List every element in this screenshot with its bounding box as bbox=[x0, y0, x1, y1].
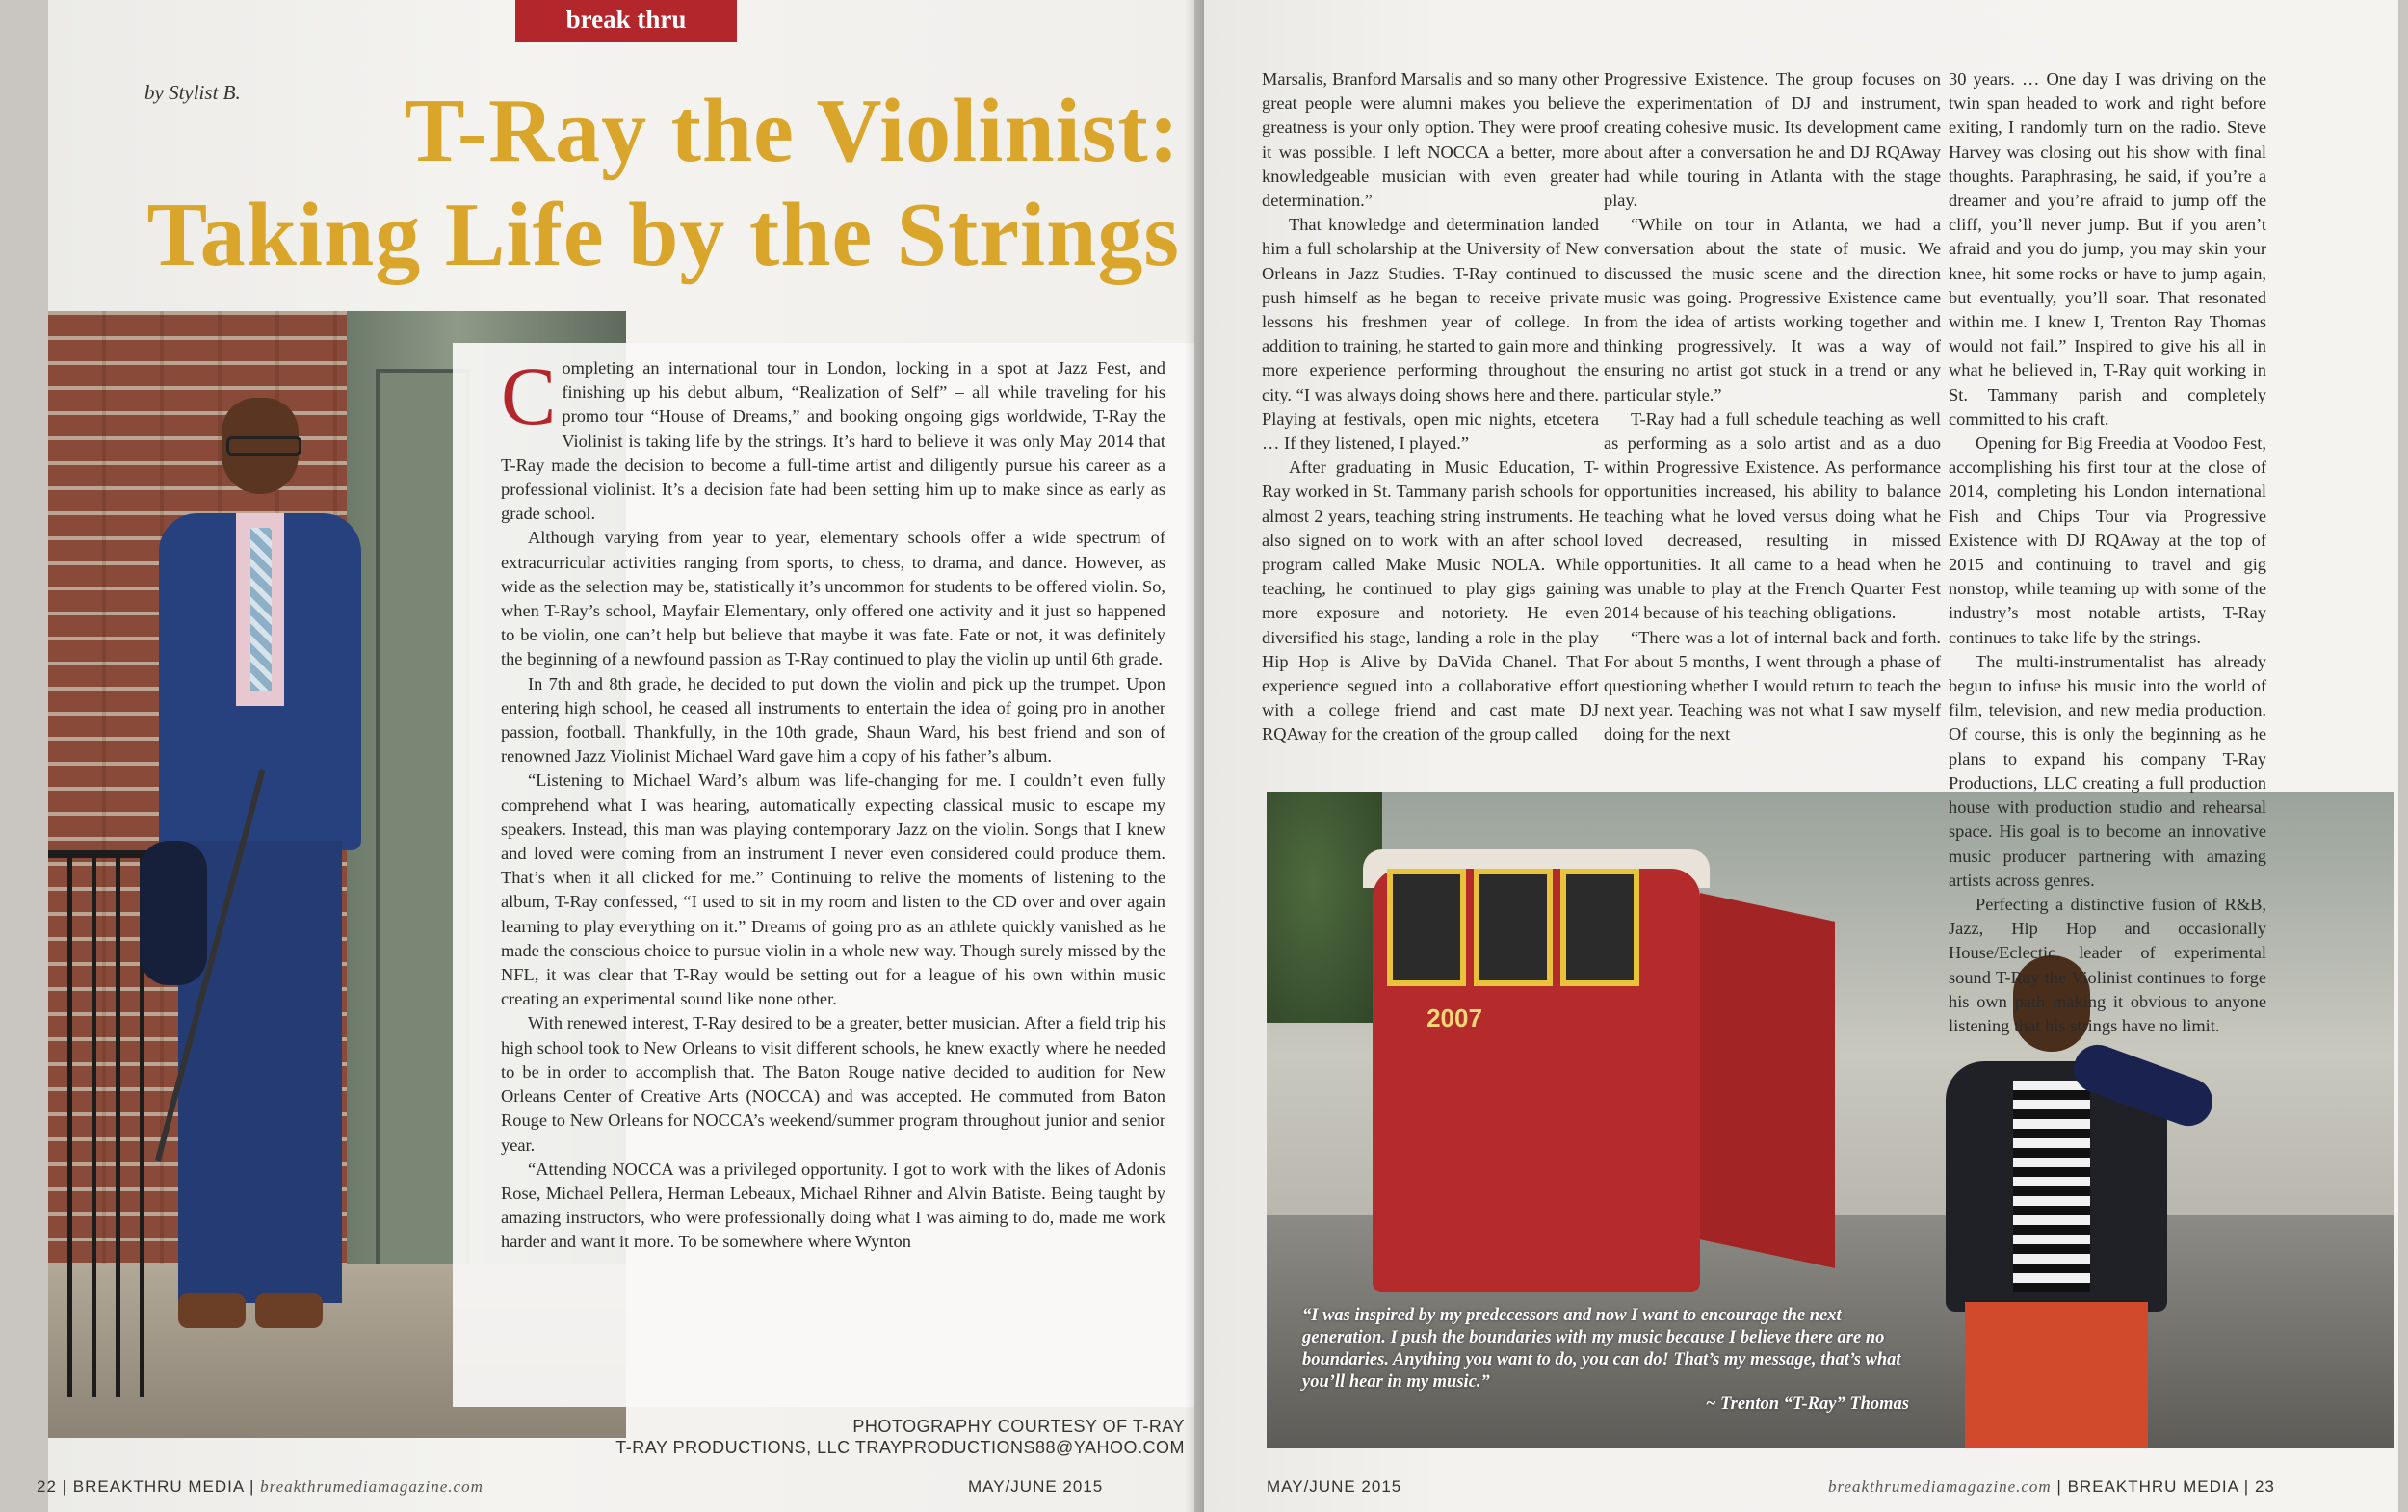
paragraph: In 7th and 8th grade, he decided to put down the violin and pick up the trumpet. Upon entering high school, he ceased all instruments to entertain the idea of going pro in another passion, football. Thankfully, in the 10th grade, Shaun Ward, his best friend and son of renowned Jazz Violinist Michael Ward gave him a copy of his father’s album. bbox=[501, 673, 1165, 767]
paragraph: Perfecting a distinctive fusion of R&B, Jazz, Hip Hop and occasionally House/Eclectic, leader of experimental sound T-Ray the Violinist continues to forge his own path making it obvious to anyone listening that his strings have no limit. bbox=[1949, 894, 2266, 1035]
footer-url: breakthrumediamagazine.com bbox=[260, 1477, 484, 1496]
credit-line-1: PHOTOGRAPHY COURTESY OF T-RAY bbox=[852, 1417, 1185, 1436]
tie bbox=[250, 528, 272, 691]
red-pants bbox=[1965, 1302, 2148, 1448]
paragraph: Opening for Big Freedia at Voodoo Fest, accomplishing his first tour at the close of 2014, completing his London international Fish and Chips Tour via Progressive Existence with DJ RQAway at the top of 2015 and continuing to travel and gig nonstop, while teaming up with some of the industry’s most notable artists, T-Ray continues to take life by the strings. bbox=[1949, 433, 2266, 647]
violin bbox=[140, 841, 207, 985]
striped-shirt bbox=[2013, 1081, 2090, 1292]
paragraph: “There was a lot of internal back and forth. For about 5 months, I went through a phase of questioning whether I would return to teach the next year. Teaching was not what I saw myself doing for the next bbox=[1604, 627, 1941, 744]
paragraph: 30 years. … One day I was driving on the twin span headed to work and right before exiting, I randomly turn on the radio. Steve Harvey was closing out his show with final thoughts. Paraphrasing, he said, if you’re a dreamer and you’re afraid to jump off the cliff, you’ll never jump. But if you aren’t afraid and you do jump, you may skin your knee, hit some rocks or have to jump again, but eventually, you’ll soar. That resonated within me. I knew I, Trenton Ray Thomas would not fail.” Inspired to give his all in what he believed in, T-Ray quit working in St. Tammany parish and completely committed to his craft. bbox=[1949, 69, 2266, 429]
streetcar-number: 2007 bbox=[1426, 1004, 1482, 1032]
footer-brand: BREAKTHRU MEDIA bbox=[2067, 1477, 2239, 1496]
footer-left: 22 | BREAKTHRU MEDIA | breakthrumediamagazine.com bbox=[37, 1477, 484, 1496]
left-page bbox=[48, 0, 1194, 1512]
footer-right-date: MAY/JUNE 2015 bbox=[1267, 1477, 1402, 1496]
pull-quote bbox=[1302, 1305, 1909, 1416]
paragraph: Marsalis, Branford Marsalis and so many other great people were alumni makes you believe greatness is your only option. They were proof it was possible. I left NOCCA a better, more knowledgeable musician with even greater determination.” bbox=[1262, 69, 1599, 211]
byline: by Stylist B. bbox=[144, 81, 241, 104]
article-title bbox=[101, 79, 1180, 287]
pull-quote-text: “I was inspired by my predecessors and now I want to encourage the next generation. I push the boundaries with my music because I believe there are no boundaries. Anything you want to do, you can do! That’s my message, that’s what you’ll hear in my music.” bbox=[1302, 1306, 1901, 1392]
iron-railing bbox=[48, 850, 154, 1397]
right-column-3 bbox=[1949, 67, 2266, 1038]
page-number: 23 bbox=[2254, 1477, 2275, 1496]
right-column-1 bbox=[1262, 67, 1599, 747]
page-number: 22 bbox=[37, 1477, 57, 1496]
streetcar-side bbox=[1700, 893, 1835, 1268]
pull-quote-source: ~ Trenton “T-Ray” Thomas bbox=[1705, 1395, 1909, 1414]
paragraph: The multi-instrumentalist has already begun to infuse his music into the world of film, television, and new media production. Of course, this is only the beginning as he plans to expand his company T-Ray Productions, LLC creating a full production house with production studio and rehearsal space. His goal is to become an innovative music producer partnering with amazing artists across genres. bbox=[1949, 651, 2266, 890]
glasses bbox=[226, 436, 301, 456]
paragraph: Although varying from year to year, elementary schools offer a wide spectrum of extracurricular activities ranging from sports, to chess, to drama, and dance. However, as wide as the selection may be, statistically it’s uncommon for students to be offered violin. So, when T-Ray’s school, Mayfair Elementary, only offered one activity and it just so happened to be violin, one can’t help but believe that maybe it was fate. Fate or not, it was definitely the beginning of a newfound passion as T-Ray continued to play the violin up until 6th grade. bbox=[501, 528, 1165, 669]
footer-right: breakthrumediamagazine.com | BREAKTHRU MEDIA | 23 bbox=[1828, 1477, 2275, 1496]
palm-tree bbox=[1267, 792, 1382, 1023]
title-line-1: T-Ray the Violinist: bbox=[404, 81, 1180, 181]
shoe-left bbox=[178, 1293, 246, 1328]
title-line-2: Taking Life by the Strings bbox=[146, 185, 1180, 285]
photo-credit bbox=[453, 1416, 1185, 1458]
streetcar-window bbox=[1387, 869, 1466, 986]
credit-line-2: T-RAY PRODUCTIONS, LLC TRAYPRODUCTIONS88@YAHOO.COM bbox=[615, 1438, 1185, 1457]
paragraph: With renewed interest, T-Ray desired to be a greater, better musician. After a field trip his high school took to New Orleans to visit different schools, he knew exactly where he needed to be in order to accomplish that. The Baton Rouge native decided to audition for New Orleans Center of Creative Arts (NOCCA) and was accepted. He commuted from Baton Rouge to New Orleans for NOCCA’s weekend/summer program throughout junior and senior year. bbox=[501, 1013, 1165, 1155]
drop-cap: C bbox=[501, 350, 557, 442]
shoe-right bbox=[255, 1293, 323, 1328]
paragraph: After graduating in Music Education, T-Ray worked in St. Tammany parish schools for almost 2 years, teaching string instruments. He also signed on to work with an after school program called Make Music NOLA. While teaching, he continued to play gigs gaining more exposure and notoriety. He even diversified his stage, landing a role in the play Hip Hop is Alive by DaVida Chanel. That experience segued into a collaborative effort with a college friend and cast mate DJ RQAway for the creation of the group called bbox=[1262, 457, 1599, 744]
footer-brand: BREAKTHRU MEDIA bbox=[72, 1477, 245, 1496]
footer-url: breakthrumediamagazine.com bbox=[1828, 1477, 2052, 1496]
paragraph: Progressive Existence. The group focuses on the experimentation of DJ and instrument, creating cohesive music. Its development came about after a conversation he and DJ RQAway had while touring in Atlanta with the stage play. bbox=[1604, 69, 1941, 211]
paragraph bbox=[501, 350, 1165, 526]
paragraph: “Listening to Michael Ward’s album was life-changing for me. I couldn’t even fully comprehend what I was hearing, automatically expecting classical music to escape my speakers. Instead, this man was playing contemporary Jazz on the violin. Songs that I knew and loved were coming from an instrument I never even considered could produce them. That’s when it all clicked for me.” Continuing to relive the moments of listening to the album, T-Ray confessed, “I used to sit in my room and listen to the CD over and over again learning to play everything on it.” Dreams of going pro as an athlete quickly vanished as he made the conscious choice to pursue violin in a whole new way. Though surely missed by the NFL, it was clear that T-Ray would be setting out for a league of his own within music creating an experimental sound like none other. bbox=[501, 770, 1165, 1009]
footer-left-date: MAY/JUNE 2015 bbox=[968, 1477, 1104, 1496]
violinist-figure bbox=[140, 398, 390, 1361]
streetcar-window bbox=[1560, 869, 1639, 986]
streetcar-window bbox=[1474, 869, 1553, 986]
section-tag: break thru bbox=[515, 0, 737, 42]
paragraph: T-Ray had a full schedule teaching as well as performing as a solo artist and as a duo within Progressive Existence. As performance opportunities increased, his ability to balance teaching what he loved versus doing what he loved decreased, resulting in missed opportunities. It all came to a head when he was unable to play at the French Quarter Fest 2014 because of his teaching obligations. bbox=[1604, 408, 1941, 623]
paragraph: “While on tour in Atlanta, we had a conversation about the state of music. We discussed the music scene and the direction music was going. Progressive Existence came from the idea of artists working together and thinking progressively. It was a way of ensuring no artist got stuck in a trend or any particular style.” bbox=[1604, 215, 1941, 404]
left-column bbox=[501, 350, 1165, 1255]
paragraph-text: ompleting an international tour in London, locking in a spot at Jazz Fest, and finishing up his debut album, “Realization of Self” – all while traveling for his promo tour “House of Dreams,” and booking ongoing gigs worldwide, T-Ray the Violinist is taking life by the strings. It’s hard to believe it was only May 2014 that T-Ray made the decision to become a full-time artist and diligently pursue his career as a professional violinist. It’s a decision fate had been setting him up to make since as early as grade school. bbox=[501, 358, 1165, 524]
paragraph: That knowledge and determination landed him a full scholarship at the University of New Orleans in Jazz Studies. T-Ray continued to push himself as he began to receive private lessons his freshmen year of college. In addition to training, he started to gain more and more experience performing throughout the city. “I was always doing shows here and there. Playing at festivals, open mic nights, etcetera … If they listened, I played.” bbox=[1262, 215, 1599, 454]
paragraph: “Attending NOCCA was a privileged opportunity. I got to work with the likes of Adonis Rose, Michael Pellera, Herman Lebeaux, Michael Rihner and Alvin Batiste. Being taught by amazing instructors, who were professionally doing what I was aiming to do, made me work harder and want it more. To be somewhere where Wynton bbox=[501, 1159, 1165, 1252]
right-column-2 bbox=[1604, 67, 1941, 747]
